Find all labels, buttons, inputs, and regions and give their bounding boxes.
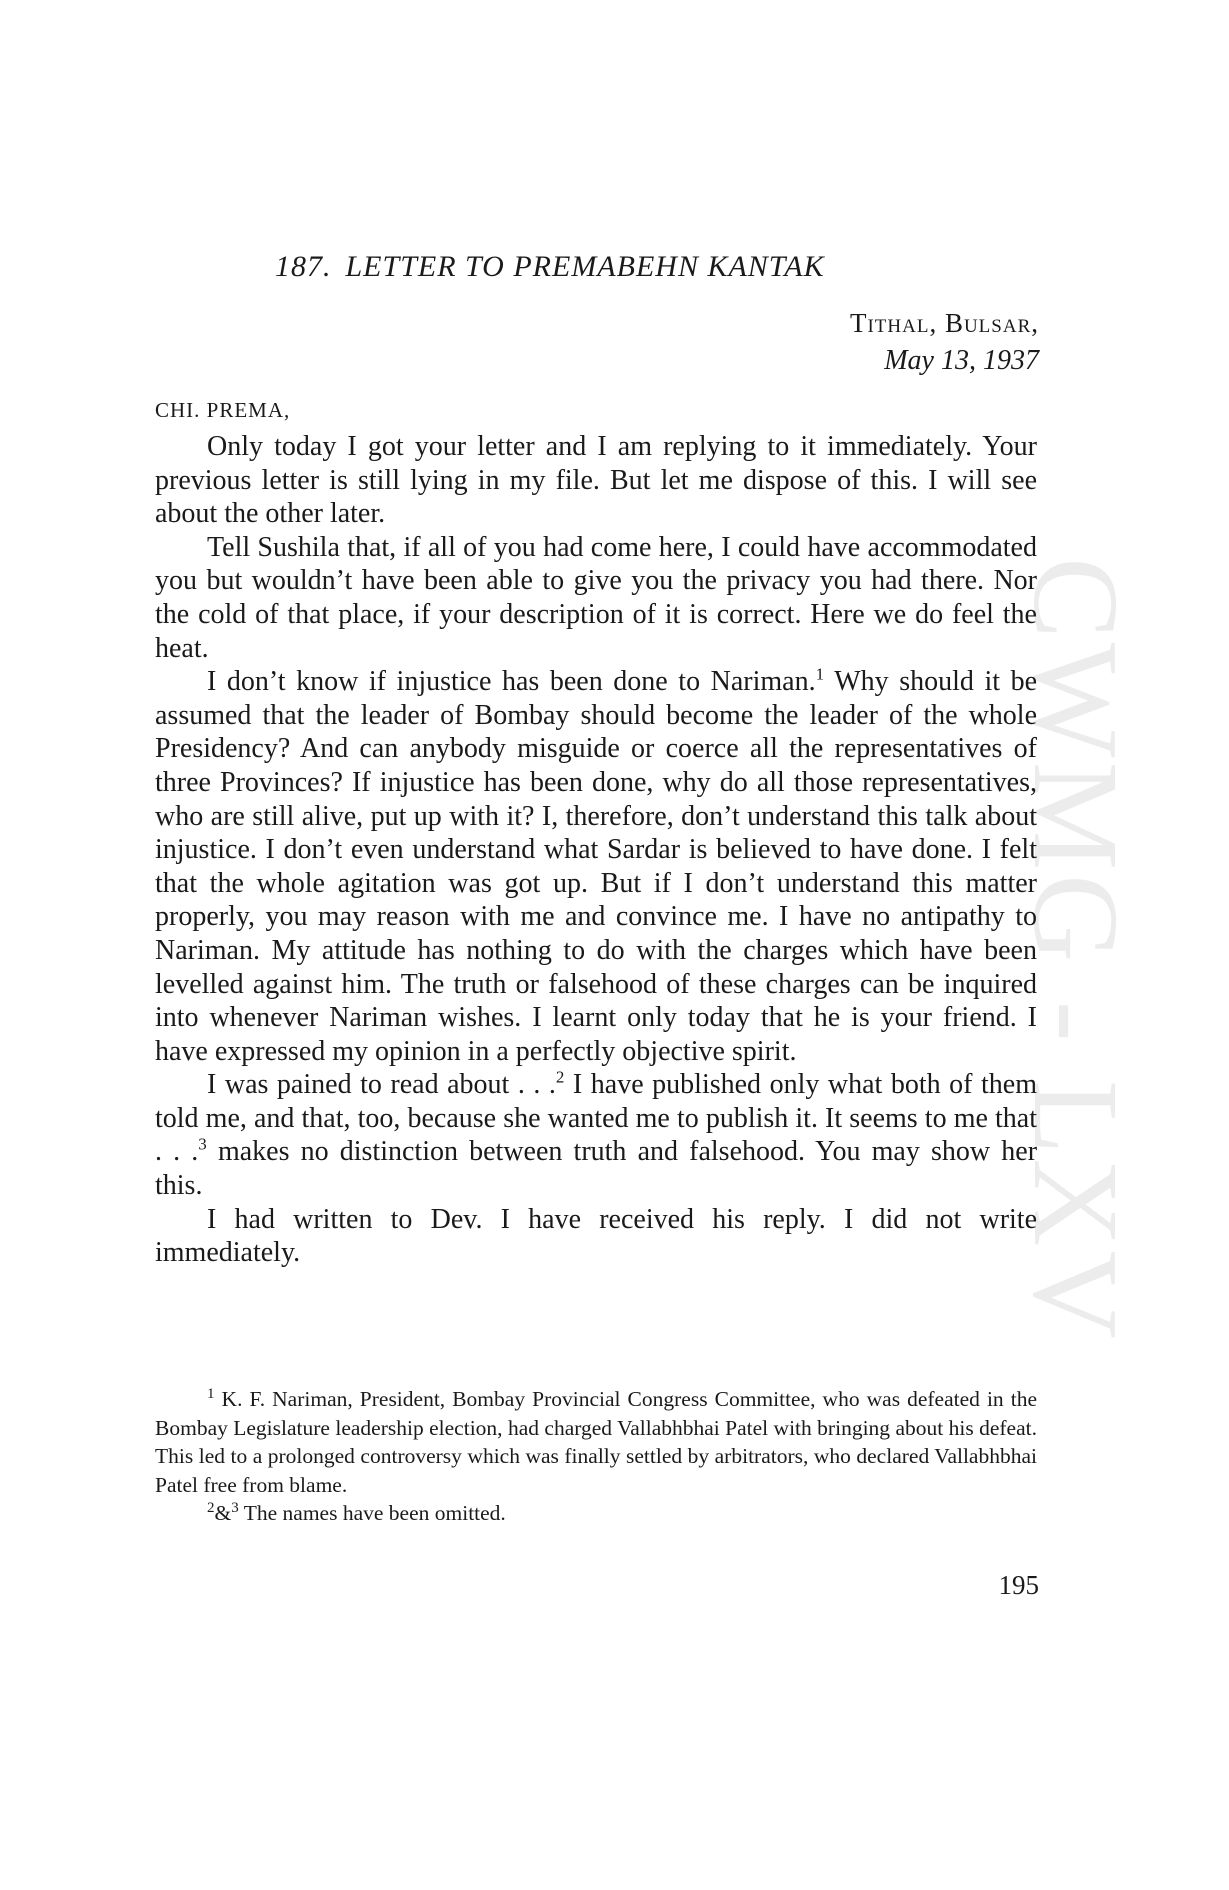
paragraph: Tell Sushila that, if all of you had come here, I could have accommodated you but wouldn’t have been able to give you the privacy you had there. Nor the cold of that place, if your description of it is correct. Here we do feel the heat.	[155, 531, 1037, 664]
paragraph	[155, 665, 1037, 1068]
footnote-mark: 3	[231, 1499, 239, 1516]
paragraph	[155, 1068, 1037, 1202]
footnote-reference: 2	[555, 1067, 565, 1087]
footnote-text: &	[214, 1501, 232, 1525]
letter-date: May 13, 1937	[884, 345, 1039, 376]
paragraph: I had written to Dev. I have received his reply. I did not write immediately.	[155, 1203, 1037, 1269]
letter-body	[155, 430, 1037, 1270]
page-number: 195	[998, 1570, 1039, 1600]
footnote	[155, 1385, 1037, 1499]
letter-salutation: CHI. PREMA,	[155, 398, 291, 422]
paragraph-text: I was pained to read about . . .	[207, 1069, 556, 1101]
footnote-mark: 2	[207, 1499, 215, 1516]
letter-heading	[275, 250, 825, 284]
paragraph-text: Why should it be assumed that the leader of Bombay should become the leader of the whole Presidency? And can anybody misguide or coerce all the representatives of three Provinces? If injustice has been done, why do all those representatives, who are still alive, put up with it? I, therefore, don’t understand this talk about injustice. I don’t even understand what Sardar is believed to have done. I felt that the whole agitation was got up. But if I don’t understand this matter properly, you may reason with me and convince me. I have no antipathy to Nariman. My attitude has nothing to do with the charges which have been levelled against him. The truth or falsehood of these charges can be inquired into whenever Nariman wishes. I learnt only today that he is your friend. I have expressed my opinion in a perfectly objective spirit.	[155, 666, 1037, 1067]
paragraph-text: I have published only what both of them told me, and that, too, because she wanted me to publish it. It seems to me that . . .	[155, 1069, 1037, 1168]
paragraph: Only today I got your letter and I am replying to it immediately. Your previous letter is still lying in my file. But let me dispose of this. I will see about the other later.	[155, 431, 1037, 530]
footnote-mark: 1	[207, 1385, 215, 1402]
footnote-text: K. F. Nariman, President, Bombay Provincial Congress Committee, who was defeated in the Bombay Legislature leadership election, had charged Vallabhbhai Patel with bringing about his defeat. This led to a prolonged controversy which was finally settled by arbitrators, who declared Vallabhbhai Patel free from blame.	[155, 1387, 1037, 1497]
heading-number: 187.	[275, 250, 332, 283]
footnote-text: The names have been omitted.	[238, 1501, 506, 1525]
footnote-reference: 1	[815, 664, 825, 684]
heading-title: LETTER TO PREMABEHN KANTAK	[345, 250, 825, 283]
paragraph-text: I don’t know if injustice has been done to Nariman.	[207, 666, 816, 698]
footnote-reference: 3	[198, 1135, 207, 1155]
paragraph-text: makes no distinction between truth and falsehood. You may show her this.	[155, 1136, 1038, 1202]
footnote	[155, 1499, 1037, 1528]
footnotes	[155, 1385, 1037, 1528]
letter-place: Tithal, Bulsar,	[849, 308, 1039, 338]
watermark-text: CWMG - LXV	[1008, 557, 1143, 1343]
